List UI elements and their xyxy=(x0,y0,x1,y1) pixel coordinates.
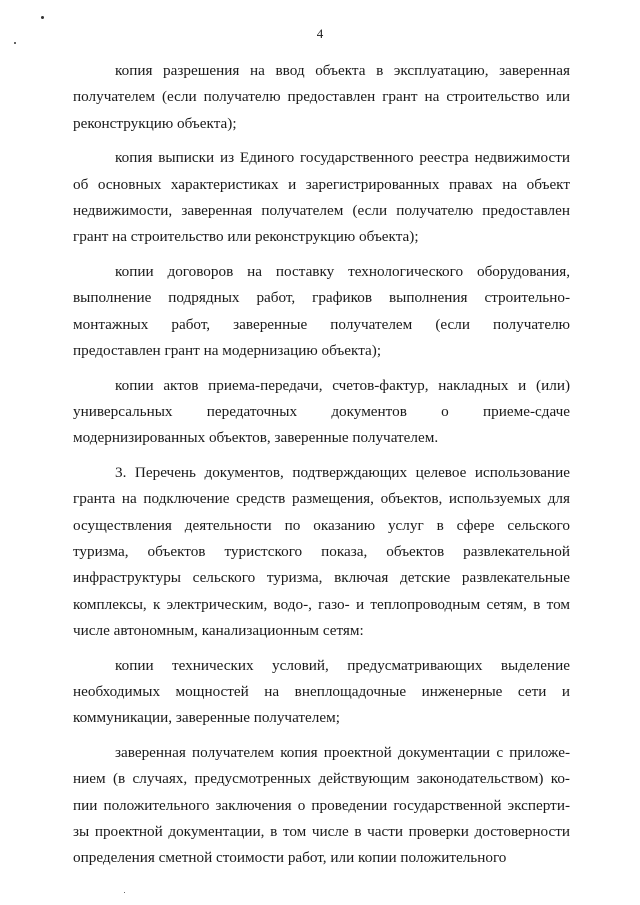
text-line: гранта на подключение средств размещения, объектов, используемых для xyxy=(73,490,570,508)
text-line: универсальных передаточных документов о приеме-сдаче xyxy=(73,403,570,421)
paragraph xyxy=(73,740,570,871)
text-line: копия разрешения на ввод объекта в эксплуатацию, заверенная xyxy=(115,62,570,79)
text-line: копии технических условий, предусматривающих выделение xyxy=(115,656,570,674)
text-line: копия выписки из Единого государственного реестра недвижимости xyxy=(115,149,570,167)
paragraph xyxy=(73,58,570,137)
text-line: модернизированных объектов, заверенные получателем. xyxy=(73,429,439,447)
text-line: инфраструктуры сельского туризма, включая детские развлекательные xyxy=(73,569,570,587)
text-line: 3. Перечень документов, подтверждающих целевое использование xyxy=(115,464,570,482)
text-line: выполнение подрядных работ, графиков выполнения строительно- xyxy=(73,289,570,307)
text-line: копии актов приема-передачи, счетов-фактур, накладных и (или) xyxy=(115,376,570,394)
text-line: заверенная получателем копия проектной документации с приложе- xyxy=(115,744,570,762)
text-line: коммуникации, заверенные получателем; xyxy=(73,709,340,727)
text-line: необходимых мощностей на внеплощадочные инженерные сети и xyxy=(73,683,570,701)
text-line: туризма, объектов туристского показа, объектов развлекательной xyxy=(73,543,570,561)
page-number: 4 xyxy=(316,26,324,41)
text-line: числе автономным, канализационным сетям: xyxy=(73,621,364,639)
paragraph xyxy=(73,460,570,644)
scan-speck xyxy=(124,892,125,893)
text-line: копии договоров на поставку технологического оборудования, xyxy=(115,263,570,281)
text-line: получателем (если получателю предоставлен грант на строительство или xyxy=(73,88,570,106)
text-line: монтажных работ, заверенные получателем (если получателю xyxy=(73,315,570,333)
text-line: грант на строительство или реконструкцию объекта); xyxy=(73,228,419,246)
text-line: предоставлен грант на модернизацию объекта); xyxy=(73,341,382,359)
paragraph xyxy=(73,373,570,452)
text-line: зы проектной документации, в том числе в части проверки достоверности xyxy=(73,823,570,841)
scan-speck xyxy=(41,16,44,19)
scan-speck xyxy=(14,42,16,44)
text-line: осуществления деятельности по оказанию услуг в сфере сельского xyxy=(73,516,570,534)
text-line: комплексы, к электрическим, водо-, газо- и теплопроводным сетям, в том xyxy=(73,595,570,613)
text-line: пии положительного заключения о проведении государственной эксперти- xyxy=(73,796,570,814)
text-line: реконструкцию объекта); xyxy=(73,114,237,132)
text-line: нием (в случаях, предусмотренных действующим законодательством) ко- xyxy=(73,770,570,788)
paragraph xyxy=(73,145,570,250)
text-line: определения сметной стоимости работ, или копии положительного xyxy=(73,849,507,867)
text-line: недвижимости, заверенная получателем (если получателю предоставлен xyxy=(73,201,570,219)
paragraph xyxy=(73,653,570,732)
paragraph xyxy=(73,259,570,364)
text-line: об основных характеристиках и зарегистрированных правах на объект xyxy=(73,175,570,193)
document-body xyxy=(73,58,570,880)
